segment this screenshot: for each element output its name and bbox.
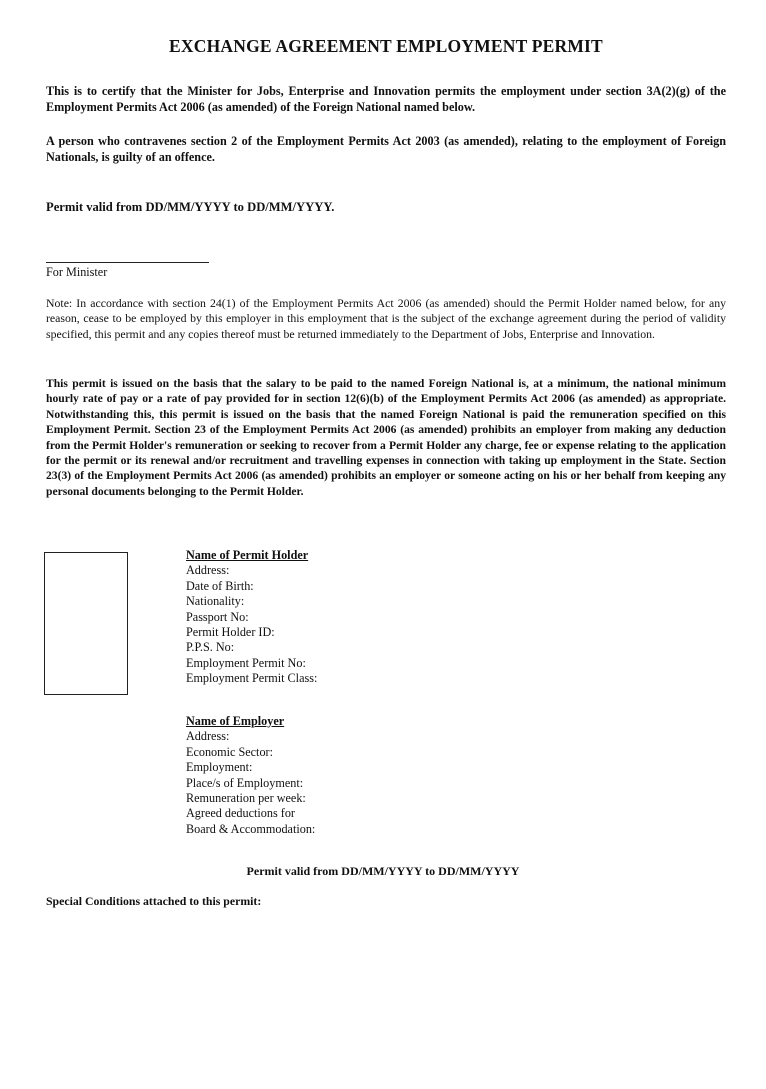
employer-field: Remuneration per week: [186,791,306,806]
employer-field: Place/s of Employment: [186,775,304,790]
permit-holder-field: Address: [186,563,230,578]
employer-field: Board & Accommodation: [186,821,316,836]
employer-field: Economic Sector: [186,744,273,759]
validity-line: Permit valid from DD/MM/YYYY to DD/MM/YYYY. [46,200,335,214]
permit-holder-field: P.P.S. No: [186,640,235,655]
permit-holder-field: Passport No: [186,609,249,624]
employer-section [186,714,315,837]
note-paragraph: Note: In accordance with section 24(1) of the Employment Permits Act 2006 (as amended) should the Permit Holder named below, for any reason, cease to be employed by this employer in this employment that is the subject of the exchange agreement during the period of validity specified, this permit and any copies thereof must be returned immediately to the Department of Jobs, Enterprise and Innovation. [46,296,726,341]
employer-field: Agreed deductions for [186,806,295,821]
offence-paragraph: A person who contravenes section 2 of the Employment Permits Act 2003 (as amended), relating to the employment of Foreign Nationals, is guilty of an offence. [46,134,726,164]
employer-field: Employment: [186,760,253,775]
permit-holder-field: Employment Permit Class: [186,671,318,686]
salary-paragraph: This permit is issued on the basis that the salary to be paid to the named Foreign National is, at a minimum, the national minimum hourly rate of pay or a rate of pay provided for in section 12(6)(b) of the Employment Permits Act 2006 (as amended) as appropriate. Notwithstanding this, this permit is issued on the basis that the named Foreign National is paid the remuneration specified on this Employment Permit. Section 23 of the Employment Permits Act 2006 (as amended) prohibits an employer from making any deduction from the Permit Holder's remuneration or seeking to recover from a Permit Holder any charge, fee or expense relating to the application for the permit or its renewal and/or recruitment and travelling expenses in connection with taking up employment in the State. Section 23(3) of the Employment Permits Act 2006 (as amended) prohibits an employer or someone acting on his or her behalf from keeping any personal documents belonging to the Permit Holder. [46,377,726,498]
certify-paragraph: This is to certify that the Minister for Jobs, Enterprise and Innovation permits the employment under section 3A(2)(g) of the Employment Permits Act 2006 (as amended) of the Foreign National named below. [46,84,726,114]
permit-holder-field: Employment Permit No: [186,655,306,670]
employer-heading: Name of Employer [186,714,285,728]
permit-holder-field: Nationality: [186,594,245,609]
employer-field: Address: [186,729,230,744]
signature-caption: For Minister [46,265,108,279]
special-conditions-label: Special Conditions attached to this permit: [46,894,262,908]
validity-line-bottom: Permit valid from DD/MM/YYYY to DD/MM/YYYY [246,864,520,878]
signature-line [46,262,209,263]
photo-box [44,552,128,695]
document-title: EXCHANGE AGREEMENT EMPLOYMENT PERMIT [169,36,603,56]
permit-holder-section [186,548,317,687]
permit-holder-heading: Name of Permit Holder [186,548,309,562]
permit-holder-field: Date of Birth: [186,578,254,593]
permit-holder-field: Permit Holder ID: [186,625,275,640]
